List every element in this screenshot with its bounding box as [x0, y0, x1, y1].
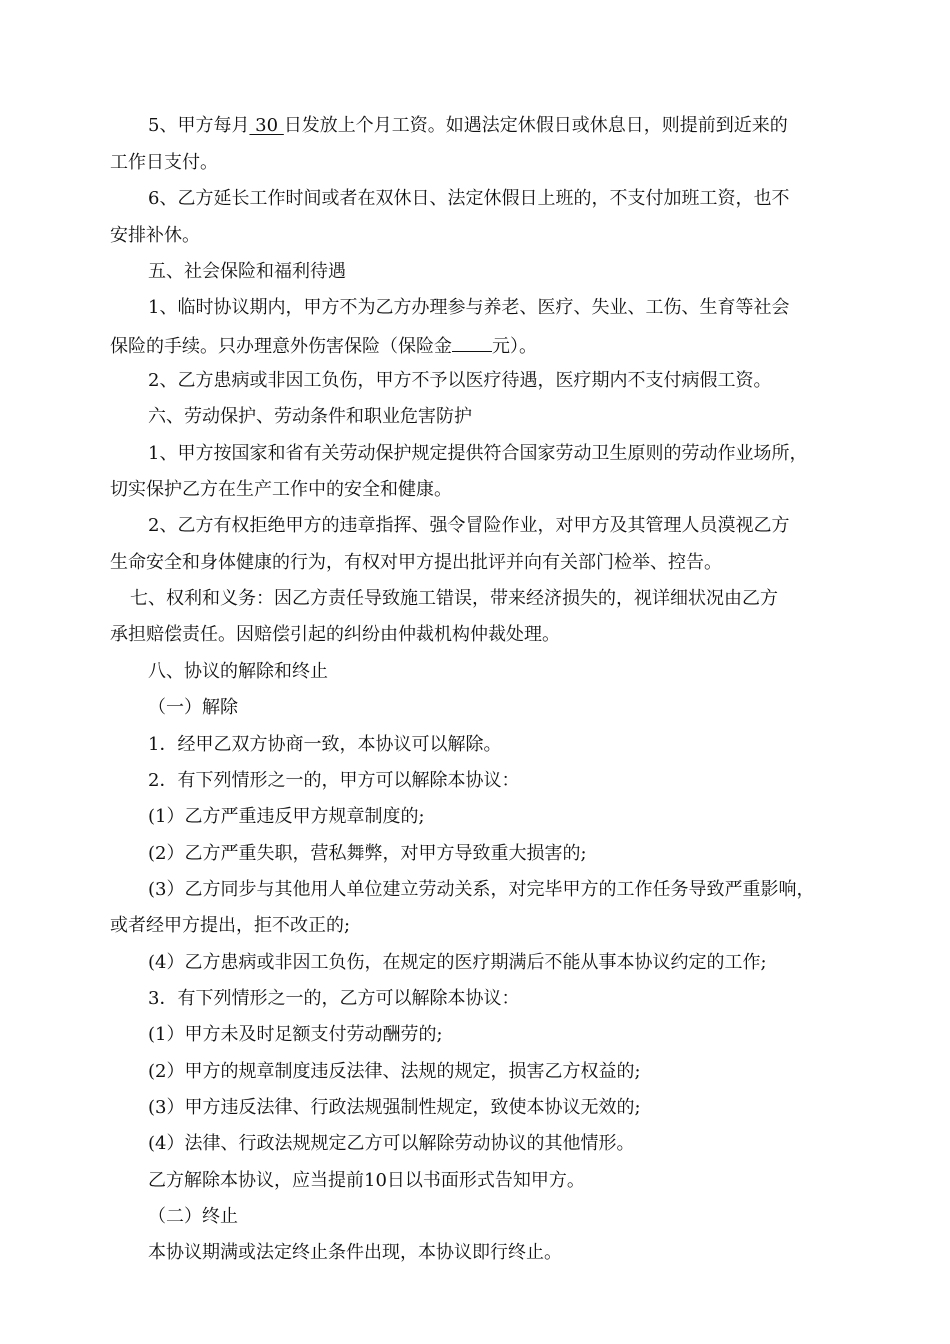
section-7-cont: 承担赔偿责任。因赔偿引起的纠纷由仲裁机构仲裁处理。 [110, 624, 560, 645]
text-segment: 日发放上个月工资。如遇法定休假日或休息日，则提前到近来的 [283, 115, 788, 136]
notice-clause: 乙方解除本协议，应当提前10日以书面形式告知甲方。 [148, 1170, 585, 1191]
section-heading-7: 七、权利和义务：因乙方责任导致施工错误，带来经济损失的，视详细状况由乙方 [130, 588, 778, 609]
clause-5-2: 2、乙方患病或非因工负伤，甲方不予以医疗待遇，医疗期内不支付病假工资。 [148, 370, 772, 391]
clause-6-1: 1、甲方按国家和省有关劳动保护规定提供符合国家劳动卫生原则的劳动作业场所， [148, 443, 808, 464]
rule-1: 1．经甲乙双方协商一致，本协议可以解除。 [148, 734, 502, 755]
rule-3-item-3: (3）甲方违反法律、行政法规强制性规定，致使本协议无效的; [148, 1097, 641, 1118]
clause-5-1: 1、临时协议期内，甲方不为乙方办理参与养老、医疗、失业、工伤、生育等社会 [148, 297, 790, 318]
paragraph-6: 6、乙方延长工作时间或者在双休日、法定休假日上班的，不支付加班工资，也不 [148, 188, 790, 209]
text-segment: 保险的手续。只办理意外伤害保险（保险金 [110, 336, 452, 357]
section-heading-5: 五、社会保险和福利待遇 [148, 261, 346, 282]
rule-2-item-3: (3）乙方同步与其他用人单位建立劳动关系，对完毕甲方的工作任务导致严重影响， [148, 879, 815, 900]
rule-2-item-1: (1）乙方严重违反甲方规章制度的; [148, 806, 425, 827]
paragraph-5-cont: 工作日支付。 [110, 152, 218, 173]
rule-2-item-4: (4）乙方患病或非因工负伤，在规定的医疗期满后不能从事本协议约定的工作; [148, 952, 767, 973]
pay-day-value: 30 [249, 115, 284, 136]
clause-6-2: 2、乙方有权拒绝甲方的违章指挥、强令冒险作业，对甲方及其管理人员漠视乙方 [148, 515, 790, 536]
text-segment: 5、甲方每月 [148, 115, 250, 136]
subheading-end: （二）终止 [148, 1206, 238, 1227]
section-heading-6: 六、劳动保护、劳动条件和职业危害防护 [148, 406, 472, 427]
clause-6-2-cont: 生命安全和身体健康的行为，有权对甲方提出批评并向有关部门检举、控告。 [110, 552, 722, 573]
rule-2-item-3-cont: 或者经甲方提出，拒不改正的; [110, 915, 351, 936]
rule-3-item-2: (2）甲方的规章制度违反法律、法规的规定，损害乙方权益的; [148, 1061, 641, 1082]
section-heading-8: 八、协议的解除和终止 [148, 661, 328, 682]
rule-3-item-1: (1）甲方未及时足额支付劳动酬劳的; [148, 1024, 443, 1045]
clause-6-1-cont: 切实保护乙方在生产工作中的安全和健康。 [110, 479, 452, 500]
insurance-amount-blank [452, 333, 492, 352]
clause-5-1-cont [110, 333, 537, 359]
end-clause: 本协议期满或法定终止条件出现，本协议即行终止。 [148, 1242, 562, 1263]
subheading-termination: （一）解除 [148, 697, 238, 718]
paragraph-5 [148, 114, 788, 138]
rule-2: 2．有下列情形之一的，甲方可以解除本协议： [148, 770, 520, 791]
rule-3-item-4: (4）法律、行政法规规定乙方可以解除劳动协议的其他情形。 [148, 1133, 635, 1154]
rule-3: 3．有下列情形之一的，乙方可以解除本协议： [148, 988, 520, 1009]
rule-2-item-2: (2）乙方严重失职，营私舞弊，对甲方导致重大损害的; [148, 843, 587, 864]
paragraph-6-cont: 安排补休。 [110, 225, 200, 246]
text-segment: 元）。 [492, 336, 537, 357]
